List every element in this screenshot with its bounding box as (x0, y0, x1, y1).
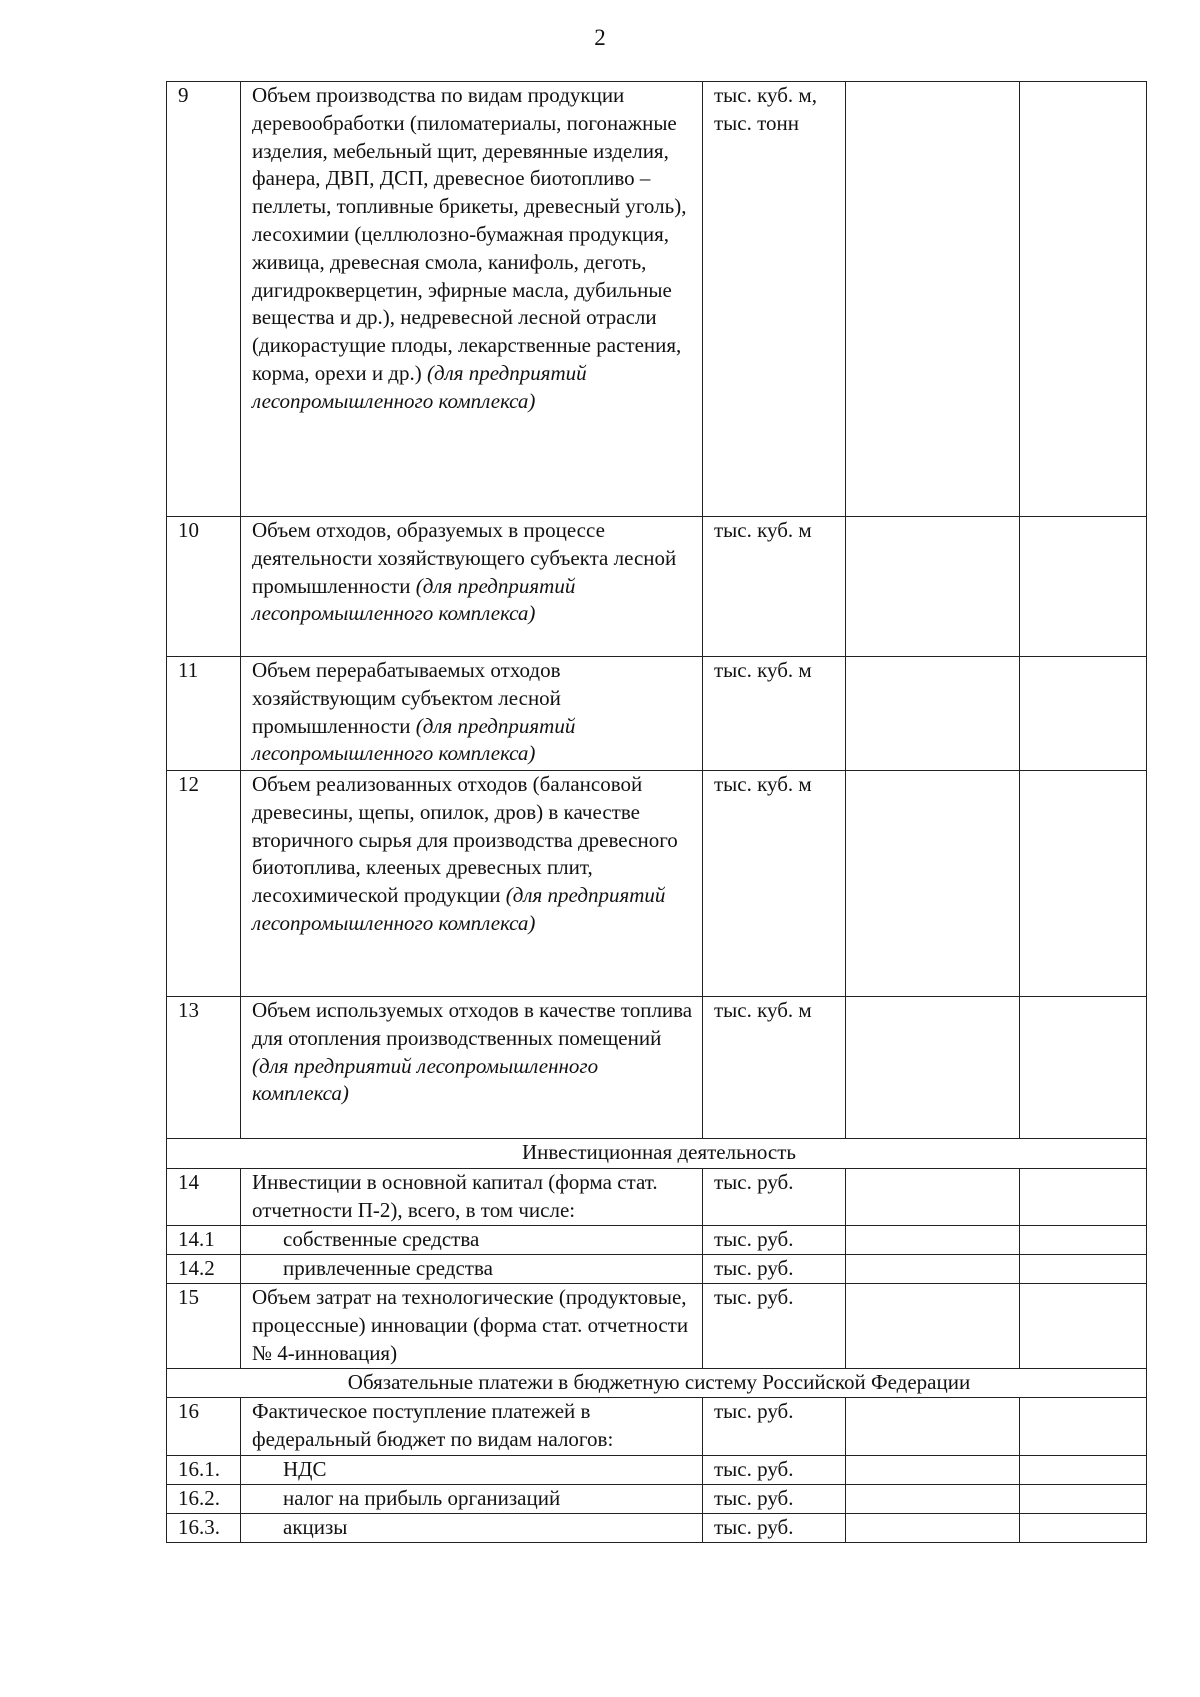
table-row (167, 1284, 1147, 1369)
row-number: 9 (167, 82, 241, 517)
indicator-text: НДС (283, 1457, 327, 1481)
indicators-table (166, 81, 1147, 1543)
indicator-name (241, 1226, 703, 1255)
value-cell (1020, 1169, 1147, 1226)
table-row (167, 657, 1147, 771)
indicator-text: привлеченные средства (283, 1256, 493, 1280)
indicator-name (241, 657, 703, 771)
row-number: 14.2 (167, 1255, 241, 1284)
unit-of-measure: тыс. руб. (703, 1255, 846, 1284)
indicator-name: Инвестиции в основной капитал (форма стат. отчетности П-2), всего, в том числе: (241, 1169, 703, 1226)
table-row (167, 1226, 1147, 1255)
row-number: 13 (167, 997, 241, 1139)
value-cell (1020, 657, 1147, 771)
indicator-name (241, 1255, 703, 1284)
row-number: 16.1. (167, 1456, 241, 1485)
indicator-note: (для предприятий лесопромышленного комплекса) (252, 1053, 599, 1106)
indicator-note: (для предприятий лесопромышленного комплекса) (252, 573, 576, 626)
value-cell (1020, 1513, 1147, 1542)
row-number: 14 (167, 1169, 241, 1226)
indicator-name (241, 1456, 703, 1485)
unit-of-measure: тыс. куб. м (703, 657, 846, 771)
section-header-row (167, 1139, 1147, 1169)
indicator-name (241, 997, 703, 1139)
unit-of-measure: тыс. руб. (703, 1226, 846, 1255)
value-cell (846, 1513, 1020, 1542)
unit-of-measure: тыс. руб. (703, 1484, 846, 1513)
table-row (167, 1513, 1147, 1542)
value-cell (1020, 1284, 1147, 1369)
value-cell (1020, 1255, 1147, 1284)
unit-of-measure: тыс. куб. м (703, 517, 846, 657)
indicator-name (241, 1513, 703, 1542)
value-cell (1020, 82, 1147, 517)
value-cell (1020, 997, 1147, 1139)
unit-of-measure: тыс. куб. м (703, 997, 846, 1139)
table-row (167, 997, 1147, 1139)
table-row (167, 1398, 1147, 1456)
row-number: 15 (167, 1284, 241, 1369)
indicator-note: (для предприятий лесопромышленного комплекса) (252, 713, 576, 766)
value-cell (846, 1284, 1020, 1369)
page-number: 2 (594, 25, 606, 50)
indicator-text: акцизы (283, 1514, 348, 1539)
value-cell (846, 1169, 1020, 1226)
indicator-text: собственные средства (283, 1227, 480, 1251)
value-cell (1020, 1484, 1147, 1513)
unit-of-measure: тыс. куб. м, тыс. тонн (703, 82, 846, 517)
table-row (167, 1456, 1147, 1485)
value-cell (846, 771, 1020, 997)
indicator-text: Объем реализованных отходов (балансовой древесины, щепы, опилок, дров) в качестве вторичного сырья для производства древесного биотоплива, клееных древесных плит, лесохимической продукции (252, 772, 678, 908)
value-cell (1020, 771, 1147, 997)
unit-of-measure: тыс. руб. (703, 1284, 846, 1369)
row-number: 14.1 (167, 1226, 241, 1255)
value-cell (846, 1255, 1020, 1284)
indicator-name: Объем затрат на технологические (продуктовые, процессные) инновации (форма стат. отчетности № 4-инновация) (241, 1284, 703, 1369)
value-cell (846, 82, 1020, 517)
value-cell (1020, 1226, 1147, 1255)
value-cell (1020, 517, 1147, 657)
unit-of-measure: тыс. руб. (703, 1456, 846, 1485)
indicator-name (241, 517, 703, 657)
unit-of-measure: тыс. руб. (703, 1513, 846, 1542)
indicator-name (241, 771, 703, 997)
value-cell (846, 517, 1020, 657)
table-row (167, 1169, 1147, 1226)
value-cell (846, 997, 1020, 1139)
indicator-text: Объем перерабатываемых отходов хозяйствующим субъектом лесной промышленности (252, 658, 561, 738)
indicators-table-body (167, 82, 1147, 1543)
section-title: Обязательные платежи в бюджетную систему Российской Федерации (167, 1369, 1147, 1398)
table-row (167, 1484, 1147, 1513)
section-title: Инвестиционная деятельность (167, 1139, 1147, 1169)
row-number: 12 (167, 771, 241, 997)
unit-of-measure: тыс. куб. м (703, 771, 846, 997)
unit-of-measure: тыс. руб. (703, 1169, 846, 1226)
value-cell (1020, 1398, 1147, 1456)
indicator-text: Объем производства по видам продукции деревообработки (пиломатериалы, погонажные изделия, мебельный щит, деревянные изделия, фанера, ДВП, ДСП, древесное биотопливо – пеллеты, топливные брикеты, древесный уголь), лесохимии (целлюлозно-бумажная продукция, живица, древесная смола, канифоль, деготь, дигидрокверцетин, эфирные масла, дубильные вещества и др.), недревесной лесной отрасли (дикорастущие плоды, лекарственные растения, корма, орехи и др.) (252, 83, 687, 385)
value-cell (846, 657, 1020, 771)
row-number: 16.3. (167, 1513, 241, 1542)
row-number: 11 (167, 657, 241, 771)
section-header-row (167, 1369, 1147, 1398)
row-number: 16.2. (167, 1484, 241, 1513)
indicator-name (241, 82, 703, 517)
value-cell (846, 1484, 1020, 1513)
table-row (167, 517, 1147, 657)
row-number: 10 (167, 517, 241, 657)
indicator-name: Фактическое поступление платежей в федеральный бюджет по видам налогов: (241, 1398, 703, 1456)
value-cell (846, 1456, 1020, 1485)
indicator-note: (для предприятий лесопромышленного комплекса) (252, 360, 587, 413)
table-row (167, 82, 1147, 517)
table-row (167, 771, 1147, 997)
table-row (167, 1255, 1147, 1284)
unit-of-measure: тыс. руб. (703, 1398, 846, 1456)
value-cell (846, 1398, 1020, 1456)
value-cell (846, 1226, 1020, 1255)
row-number: 16 (167, 1398, 241, 1456)
indicator-note: (для предприятий лесопромышленного комплекса) (252, 883, 666, 935)
indicator-text: Объем используемых отходов в качестве топлива для отопления производственных помещений (252, 998, 693, 1050)
indicator-text: налог на прибыль организаций (283, 1485, 561, 1510)
value-cell (1020, 1456, 1147, 1485)
indicator-text: Объем отходов, образуемых в процессе деятельности хозяйствующего субъекта лесной промышленности (252, 518, 677, 598)
indicator-name (241, 1484, 703, 1513)
